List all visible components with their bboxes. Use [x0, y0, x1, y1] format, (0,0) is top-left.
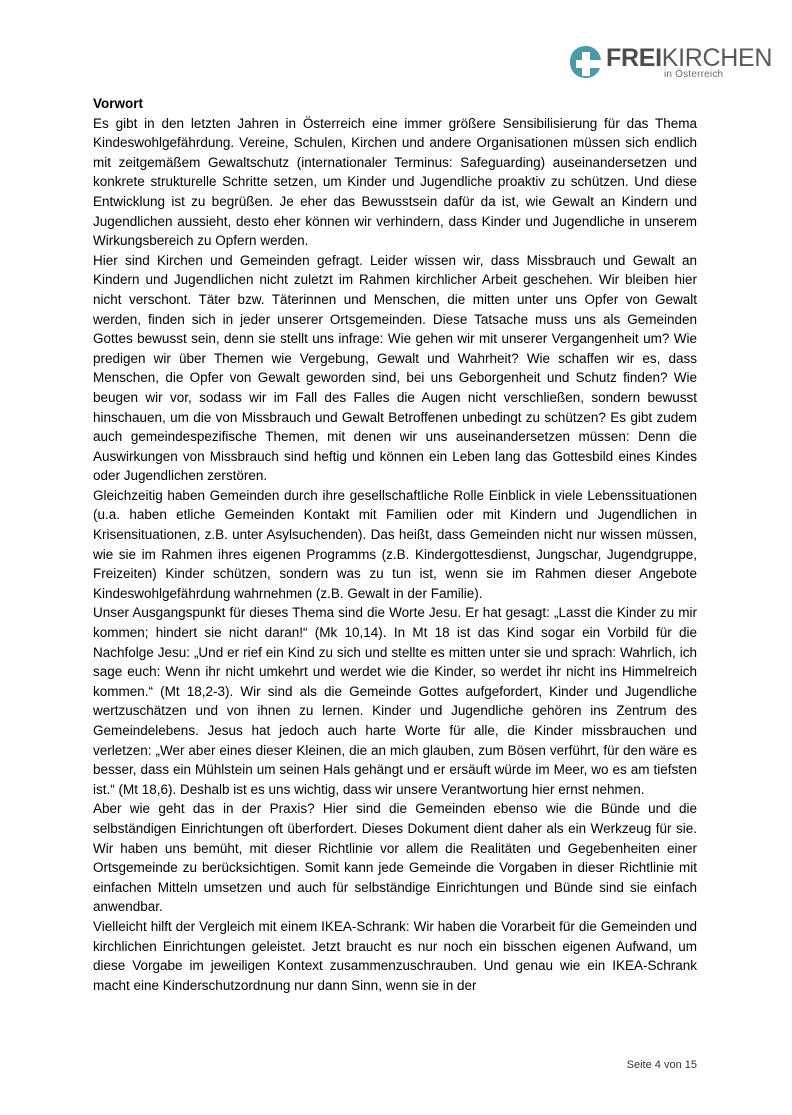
logo-text-bold: FREI [606, 44, 662, 72]
paragraph: Unser Ausgangspunkt für dieses Thema sind die Worte Jesu. Er hat gesagt: „Lasst die Kinder zu mir kommen; hindert sie nicht daran!“ (Mk 10,14). In Mt 18 ist das Kind sogar ein Vorbild für die Nachfolge Jesu: „Und er rief ein Kind zu sich und stellte es mitten unter sie und sprach: Wahrlich, ich sage euch: Wenn ihr nicht umkehrt und werdet wie die Kinder, so werdet ihr nicht ins Himmelreich kommen.“ (Mt 18,2-3). Wir sind als die Gemeinde Gottes aufgefordert, Kinder und Jugendliche wertzuschätzen und von ihnen zu lernen. Kinder und Jugendliche gehören ins Zentrum des Gemeindelebens. Jesus hat jedoch auch harte Worte für alle, die Kinder missbrauchen und verletzen: „Wer aber eines dieser Kleinen, die an mich glauben, zum Bösen verführt, für den wäre es besser, dass ein Mühlstein um seinen Hals gehängt und er ersäuft würde im Meer, wo es am tiefsten ist.“ (Mt 18,6). Deshalb ist es uns wichtig, dass wir unsere Verantwortung hier ernst nehmen. [93, 605, 697, 797]
cross-logo-icon [568, 44, 604, 80]
paragraph: Gleichzeitig haben Gemeinden durch ihre gesellschaftliche Rolle Einblick in viele Lebenssituationen (u.a. haben etliche Gemeinden Kontakt mit Familien oder mit Kindern und Jugendlichen in Krisensituationen, z.B. unter Asylsuchenden). Das heißt, dass Gemeinden nicht nur wissen müssen, wie sie im Rahmen ihres eigenen Programms (z.B. Kindergottesdienst, Jungschar, Jugendgruppe, Freizeiten) Kinder schützen, sondern was zu tun ist, wenn sie im Rahmen dieser Angebote Kindeswohlgefährdung wahrnehmen (z.B. Gewalt in der Familie). [93, 487, 697, 601]
section-heading: Vorwort [93, 96, 143, 111]
logo-subtitle: in Österreich [664, 69, 724, 80]
logo-wordmark [606, 45, 772, 71]
document-body [93, 94, 697, 995]
paragraph: Hier sind Kirchen und Gemeinden gefragt. Leider wissen wir, dass Missbrauch und Gewalt an Kindern und Jugendlichen nicht zuletzt im Rahmen kirchlicher Arbeit geschehen. Wir bleiben hier nicht verschont. Täter bzw. Täterinnen und Menschen, die mitten unter uns Opfer von Gewalt werden, finden sich in jeder unserer Ortsgemeinden. Diese Tatsache muss uns als Gemeinden Gottes bewusst sein, denn sie stellt uns infrage: Wie gehen wir mit unserer Vergangenheit um? Wie predigen wir über Themen wie Vergebung, Gewalt und Wahrheit? Wie schaffen wir es, dass Menschen, die Opfer von Gewalt geworden sind, bei uns Geborgenheit und Schutz finden? Wie beugen wir vor, sodass wir im Fall des Falles die Augen nicht verschließen, sondern bewusst hinschauen, um die von Missbrauch und Gewalt Betroffenen unbedingt zu schützen? Es gibt zudem auch gemeindespezifische Themen, mit denen wir uns auseinandersetzen müssen: Denn die Auswirkungen von Missbrauch sind heftig und können ein Leben lang das Gottesbild eines Kindes oder Jugendlichen zerstören. [93, 252, 697, 484]
paragraph: Es gibt in den letzten Jahren in Österreich eine immer größere Sensibilisierung für das Thema Kindeswohlgefährdung. Vereine, Schulen, Kirchen und andere Organisationen müssen sich endlich mit zeitgemäßem Gewaltschutz (internationaler Terminus: Safeguarding) auseinandersetzen und konkrete strukturelle Schritte setzen, um Kinder und Jugendliche proaktiv zu schützen. Und diese Entwicklung ist zu begrüßen. Je eher das Bewusstsein dafür da ist, wie Gewalt an Kindern und Jugendlichen aussieht, desto eher können wir verhindern, dass Kinder und Jugendliche in unserem Wirkungsbereich zu Opfern werden. [93, 115, 697, 249]
logo-text-light: KIRCHEN [661, 44, 773, 72]
page-number: Seite 4 von 15 [626, 1059, 697, 1071]
paragraph: Vielleicht hilft der Vergleich mit einem IKEA-Schrank: Wir haben die Vorarbeit für die Gemeinden und kirchlichen Einrichtungen geleistet. Jetzt braucht es nur noch ein bisschen eigenen Aufwand, um diese Vorgabe im jeweiligen Kontext zusammenzuschrauben. Und genau wie ein IKEA-Schrank macht eine Kinderschutzordnung nur dann Sinn, wenn sie in der [93, 918, 697, 993]
freikirchen-logo [568, 44, 773, 80]
paragraph: Aber wie geht das in der Praxis? Hier sind die Gemeinden ebenso wie die Bünde und die selbständigen Einrichtungen oft überfordert. Dieses Dokument dient daher als ein Werkzeug für sie. Wir haben uns bemüht, mit dieser Richtlinie vor allem die Realitäten und Gegebenheiten einer Ortsgemeinde zu berücksichtigen. Somit kann jede Gemeinde die Vorgaben in dieser Richtlinie mit einfachen Mitteln umsetzen und auch für selbständige Einrichtungen und Bünde sind sie einfach anwendbar. [93, 801, 697, 915]
